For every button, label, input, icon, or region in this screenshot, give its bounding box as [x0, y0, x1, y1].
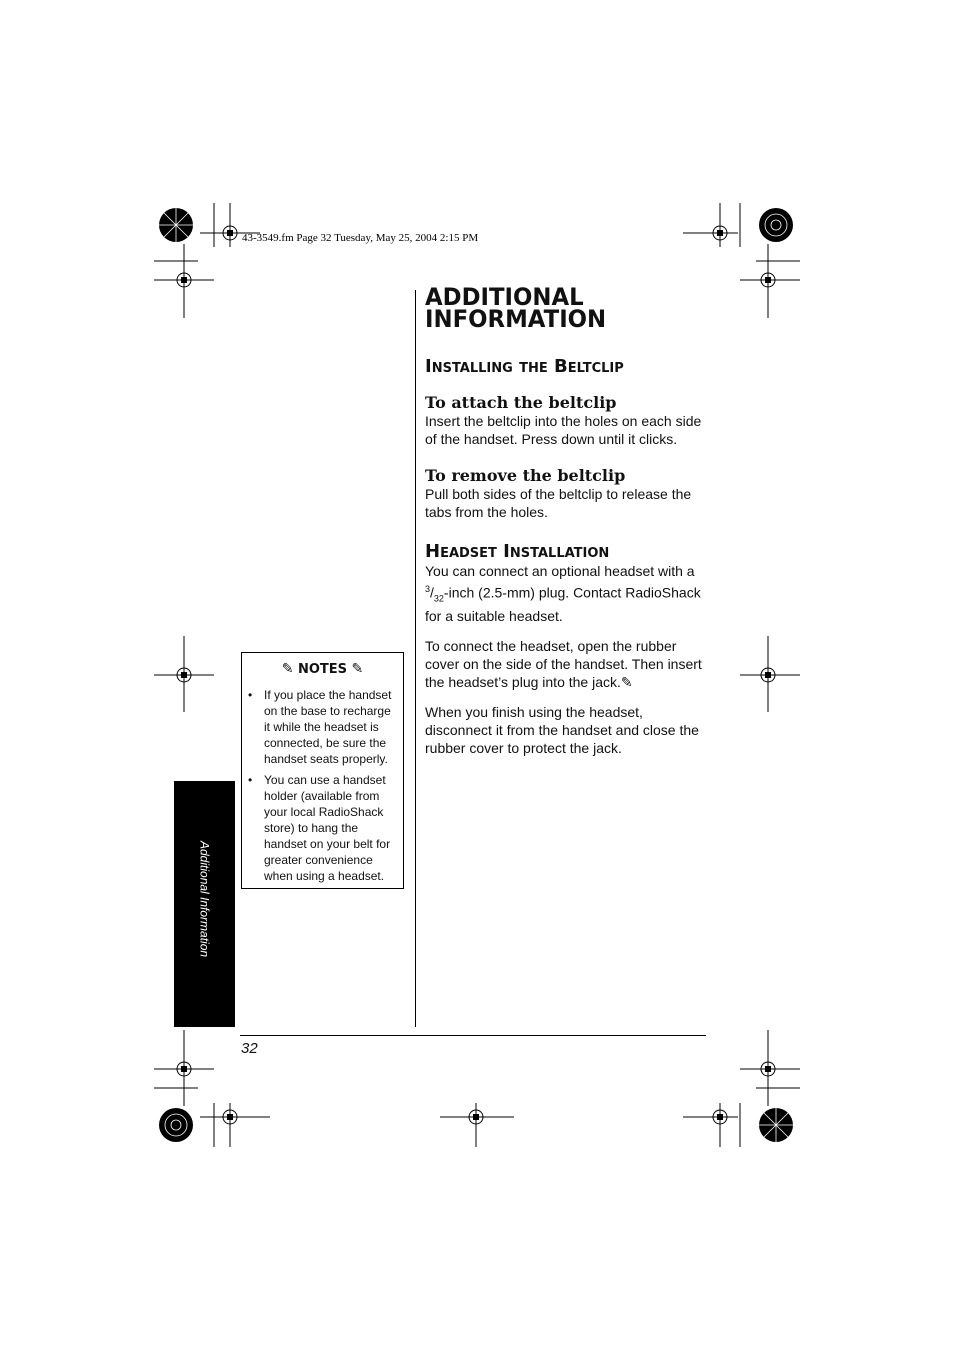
subheading-attach: To attach the beltclip	[425, 393, 617, 412]
pencil-note-icon: ✎	[620, 674, 633, 691]
fraction-numerator: 3	[425, 584, 431, 594]
notes-heading-row	[242, 661, 403, 677]
pencil-note-icon: ✎	[351, 661, 364, 677]
headset-p1-start: You can connect an optional headset with a	[425, 563, 695, 579]
headset-p2-text: To connect the headset, open the rubber cover on the side of the handset. Then insert the headset’s plug into the jack.	[425, 638, 702, 691]
attach-text: Insert the beltclip into the holes on each side of the handset. Press down until it clicks.	[425, 413, 702, 447]
side-tab-label: Additional Information	[197, 841, 212, 958]
fraction-denominator: 32	[433, 593, 444, 604]
column-divider	[415, 290, 416, 1027]
headset-paragraph-3: When you finish using the headset, disconnect it from the handset and close the rubber cover to protect the jack.	[425, 704, 699, 757]
page-title-line-1: ADDITIONAL	[425, 283, 584, 311]
remove-text: Pull both sides of the beltclip to release the tabs from the holes.	[425, 486, 692, 520]
side-tab	[174, 781, 235, 1027]
headset-paragraph-1: You can connect an optional headset with a $^3/_{32}$-inch (2.5-mm) plug. Contact RadioShack for a suitable headset.	[425, 563, 701, 625]
page-title	[425, 283, 696, 333]
pencil-note-icon: ✎	[281, 661, 294, 677]
headset-p1-end: -inch (2.5-mm) plug. Contact RadioShack for a suitable headset.	[425, 584, 701, 625]
page-number: 32	[241, 1040, 258, 1057]
notes-heading: NOTES	[297, 662, 348, 677]
subheading-remove: To remove the beltclip	[425, 466, 626, 485]
headset-paragraph-2	[425, 637, 710, 691]
page-title-line-2: INFORMATION	[425, 305, 607, 333]
file-info: 43-3549.fm Page 32 Tuesday, May 25, 2004 2:15 PM	[242, 232, 479, 244]
note-item: • If you place the handset on the base to recharge it while the headset is connected, be sure the handset seats properly.	[242, 687, 403, 767]
note-item: • You can use a handset holder (available from your local RadioShack store) to hang the handset on your belt for greater convenience when using a headset.	[242, 772, 403, 884]
main-column	[425, 283, 710, 757]
notes-box	[241, 652, 404, 889]
footer-rule	[240, 1035, 706, 1036]
notes-list	[242, 687, 403, 884]
section-heading-beltclip: Installing the Beltclip	[425, 356, 624, 377]
section-heading-headset: Headset Installation	[425, 541, 610, 562]
